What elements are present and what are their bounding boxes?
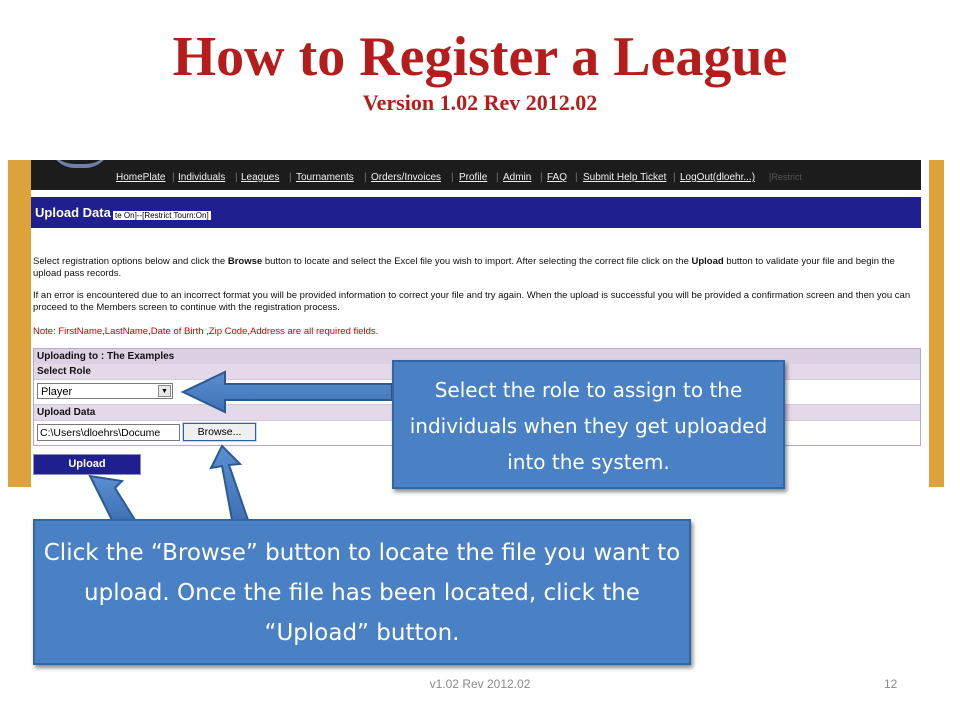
nav-faq[interactable]: FAQ <box>547 172 568 183</box>
instruction-browse-word: Browse <box>227 256 263 267</box>
nav-separator: | <box>172 172 175 183</box>
file-path-input[interactable]: C:\Users\dloehrs\Docume <box>37 424 180 441</box>
instruction-text: button to locate and select the Excel file you wish to import. After selecting the correct file click on the <box>262 256 692 267</box>
nav-separator: | <box>496 172 499 183</box>
nav-separator: | <box>289 172 292 183</box>
nav-separator: | <box>364 172 367 183</box>
nav-bar <box>31 160 921 190</box>
nav-restrict-text: [Restrict <box>769 172 803 182</box>
nav-separator: | <box>575 172 578 183</box>
role-select-value: Player <box>41 386 73 398</box>
role-select[interactable] <box>37 383 173 399</box>
nav-separator: | <box>235 172 238 183</box>
slide-title: How to Register a League <box>172 26 788 88</box>
nav-admin[interactable]: Admin <box>503 172 532 183</box>
page-number: 12 <box>884 677 898 691</box>
nav-help-ticket[interactable]: Submit Help Ticket <box>583 172 667 183</box>
upload-button[interactable]: Upload <box>33 454 141 475</box>
nav-separator: | <box>673 172 676 183</box>
instruction-text: Select registration options below and click the <box>33 256 228 267</box>
instruction-upload-word: Upload <box>691 256 724 267</box>
slide-subtitle: Version 1.02 Rev 2012.02 <box>362 90 598 115</box>
instructions-paragraph-1 <box>33 256 921 280</box>
instructions-paragraph-2: If an error is encountered due to an incorrect format you will be provided information to correct your file and try again. When the upload is successful you will be provided a confirmation screen and then you can proceed to the Members screen to continue with the registration process. <box>33 290 911 313</box>
callout-browse-upload: Click the “Browse” button to locate the file you want to upload. Once the file has been located, click the “Upload” button. <box>33 519 691 665</box>
nav-orders-invoices[interactable]: Orders/Invoices <box>371 172 442 183</box>
dropdown-arrow-icon[interactable]: ▼ <box>158 385 171 397</box>
nav-tournaments[interactable]: Tournaments <box>296 172 354 183</box>
upload-data-label: Upload Data <box>34 405 920 420</box>
nav-leagues[interactable]: Leagues <box>241 172 280 183</box>
restrict-status-text: te On]--[Restrict Tourn:On] <box>115 211 209 220</box>
logo-icon <box>49 160 111 168</box>
required-fields-note: Note: FirstName,LastName,Date of Birth ,Zip Code,Address are all required fields. <box>33 326 379 337</box>
nav-profile[interactable]: Profile <box>459 172 488 183</box>
nav-individuals[interactable]: Individuals <box>178 172 226 183</box>
nav-home[interactable]: HomePlate <box>116 172 166 183</box>
instruction-text: button to validate your file and begin the upload pass records. <box>33 256 895 279</box>
callout-select-role: Select the role to assign to the individuals when they get uploaded into the system. <box>392 360 785 489</box>
upload-data-header <box>31 197 921 228</box>
footer-version: v1.02 Rev 2012.02 <box>429 677 531 691</box>
nav-separator: | <box>451 172 454 183</box>
nav-separator: | <box>540 172 543 183</box>
select-role-label: Select Role <box>34 364 920 379</box>
upload-data-title: Upload Data <box>35 205 111 220</box>
nav-logout[interactable]: LogOut(dloehr...) <box>680 172 756 183</box>
uploading-to-label: Uploading to : The Examples <box>34 349 920 364</box>
browse-button[interactable]: Browse... <box>183 423 256 441</box>
